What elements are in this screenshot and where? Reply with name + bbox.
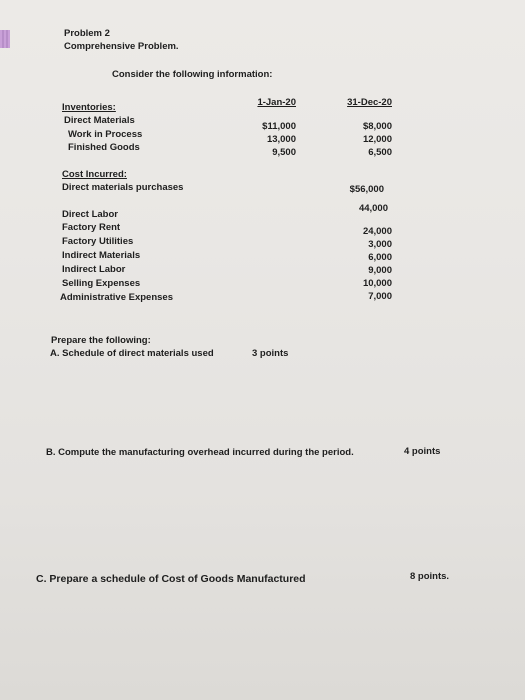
cost-value: 9,000 — [368, 265, 392, 276]
column-header-date2: 31-Dec-20 — [347, 97, 392, 108]
cost-value: 6,000 — [368, 252, 392, 263]
inventory-value: 9,500 — [272, 147, 296, 158]
intro-text: Consider the following information: — [112, 69, 273, 80]
binder-edge — [0, 30, 10, 48]
task-c-label: C. Prepare a schedule of Cost of Goods Manufactured — [36, 573, 306, 585]
inventory-label: Finished Goods — [68, 142, 140, 153]
inventory-label: Direct Materials — [64, 115, 135, 126]
cost-value: 24,000 — [362, 226, 392, 237]
cost-value: $56,000 — [349, 184, 384, 195]
cost-value: 10,000 — [362, 278, 392, 289]
cost-incurred-heading: Cost Incurred: — [62, 169, 127, 180]
inventory-label: Work in Process — [68, 129, 143, 140]
task-a-label: A. Schedule of direct materials used — [50, 348, 214, 359]
inventory-value: 6,500 — [368, 147, 392, 158]
cost-label: Factory Rent — [62, 222, 121, 233]
cost-label: Indirect Labor — [62, 264, 126, 275]
task-a-points: 3 points — [252, 348, 289, 359]
cost-label: Direct Labor — [62, 209, 118, 220]
problem-subtitle: Comprehensive Problem. — [64, 41, 179, 52]
column-header-date1: 1-Jan-20 — [257, 97, 296, 108]
cost-value: 44,000 — [358, 203, 388, 214]
cost-label: Indirect Materials — [62, 250, 141, 261]
task-b-label: B. Compute the manufacturing overhead incurred during the period. — [46, 447, 354, 458]
cost-label: Selling Expenses — [62, 278, 141, 289]
problem-number: Problem 2 — [64, 28, 110, 39]
inventory-value: 12,000 — [362, 134, 392, 145]
cost-label: Administrative Expenses — [60, 292, 173, 303]
cost-label: Factory Utilities — [62, 236, 134, 247]
prepare-heading: Prepare the following: — [51, 335, 151, 346]
task-b-points: 4 points — [404, 446, 441, 457]
cost-value: 3,000 — [368, 239, 392, 250]
inventories-heading: Inventories: — [62, 102, 116, 113]
cost-value: 7,000 — [368, 291, 392, 302]
inventory-value: $8,000 — [362, 121, 392, 132]
cost-label: Direct materials purchases — [62, 182, 184, 193]
inventory-value: 13,000 — [266, 134, 296, 145]
task-c-points: 8 points. — [410, 571, 450, 582]
inventory-value: $11,000 — [262, 121, 296, 132]
